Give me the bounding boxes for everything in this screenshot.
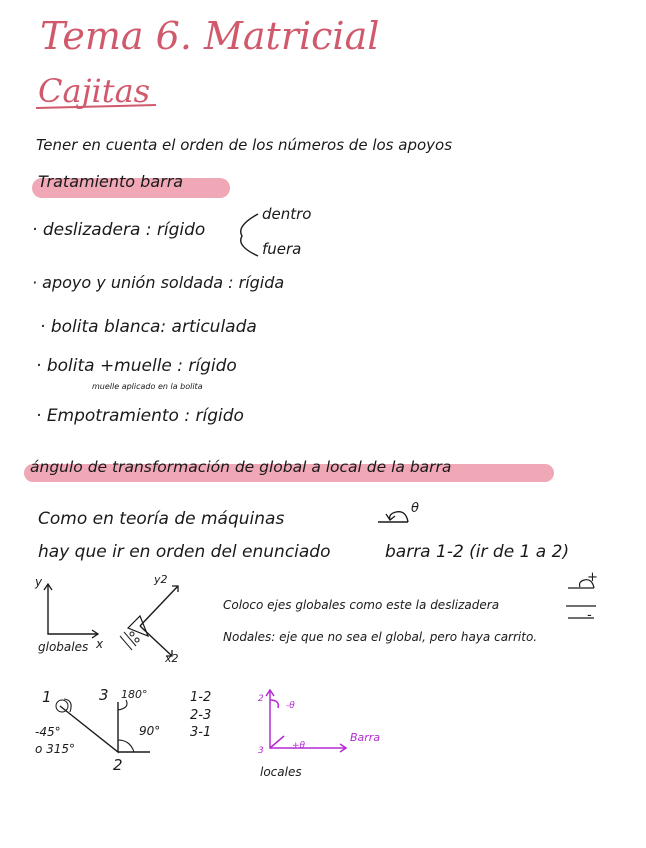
node-2-label: 2	[113, 756, 123, 774]
list-item-apoyo: · apoyo y unión soldada : rígida	[32, 273, 285, 292]
list-item-deslizadera: · deslizadera : rígido	[32, 220, 206, 240]
axis-label-globales: globales	[38, 640, 89, 654]
list-item-bolita-muelle: · bolita +muelle : rígido	[36, 356, 237, 376]
list-item-text: apoyo y unión soldada : rígida	[42, 273, 285, 292]
list-item-text: bolita +muelle : rígido	[46, 356, 237, 376]
local-label: locales	[260, 765, 302, 779]
bar-list-3: 3-1	[190, 725, 212, 740]
brace-icon	[241, 214, 258, 256]
list-item-text: bolita blanca: articulada	[50, 317, 257, 337]
support-icon	[128, 616, 148, 636]
subtitle-underline	[36, 105, 156, 108]
angle-diagram-icon	[60, 702, 150, 752]
section2-heading: ángulo de transformación de global a local de la barra	[30, 458, 452, 476]
line-como: Como en teoría de máquinas	[38, 509, 285, 529]
list-item-empotramiento: · Empotramiento : rígido	[36, 406, 244, 426]
axis-y-label: y	[35, 575, 43, 589]
global-axes-icon	[48, 584, 98, 634]
bar-list-1: 1-2	[190, 690, 212, 705]
node-3-label: 3	[99, 686, 109, 704]
axis-x2-label: x2	[165, 652, 179, 665]
local-axes-icon	[266, 690, 346, 752]
intro-text: Tener en cuenta el orden de los números de los apoyos	[36, 136, 453, 154]
angle-315-label: o 315°	[35, 742, 76, 756]
local-plus-theta: +θ	[292, 741, 306, 751]
list-item-note: muelle aplicado en la bolita	[92, 382, 203, 391]
axis-y2-label: y2	[154, 573, 168, 586]
page-title: Tema 6. Matricial	[40, 14, 380, 58]
list-item-text: Empotramiento : rígido	[46, 406, 244, 426]
theta-label: θ	[411, 501, 419, 516]
note-nodales: Nodales: eje que no sea el global, pero haya carrito.	[223, 630, 538, 644]
sign-minus: -	[587, 608, 592, 623]
local-minus-theta: -θ	[286, 701, 295, 711]
angle-90-label: 90°	[139, 724, 161, 738]
angle-180-label: 180°	[121, 688, 148, 701]
sign-rotation-icon	[568, 580, 594, 588]
section1-heading: Tratamiento barra	[38, 172, 184, 191]
node-1-label: 1	[42, 688, 52, 706]
local-node-3: 3	[258, 746, 264, 756]
angle-neg45-label: -45°	[35, 725, 61, 739]
local-barra: Barra	[350, 731, 381, 744]
branch-fuera: fuera	[262, 240, 302, 258]
list-item-bolita-blanca: · bolita blanca: articulada	[40, 317, 257, 337]
local-node-2: 2	[258, 694, 264, 704]
note-deslizadera: Coloco ejes globales como este la deslizadera	[223, 598, 500, 612]
list-item-text: deslizadera : rígido	[42, 220, 206, 240]
sign-plus: +	[587, 570, 598, 585]
line-orden: hay que ir en orden del enunciado	[38, 542, 331, 562]
bar-list-2: 2-3	[190, 708, 212, 723]
branch-dentro: dentro	[262, 205, 312, 223]
line-barra: barra 1-2 (ir de 1 a 2)	[385, 542, 570, 562]
axis-x-label: x	[96, 637, 104, 651]
rotated-axes-icon	[140, 586, 178, 656]
subtitle: Cajitas	[38, 72, 151, 110]
